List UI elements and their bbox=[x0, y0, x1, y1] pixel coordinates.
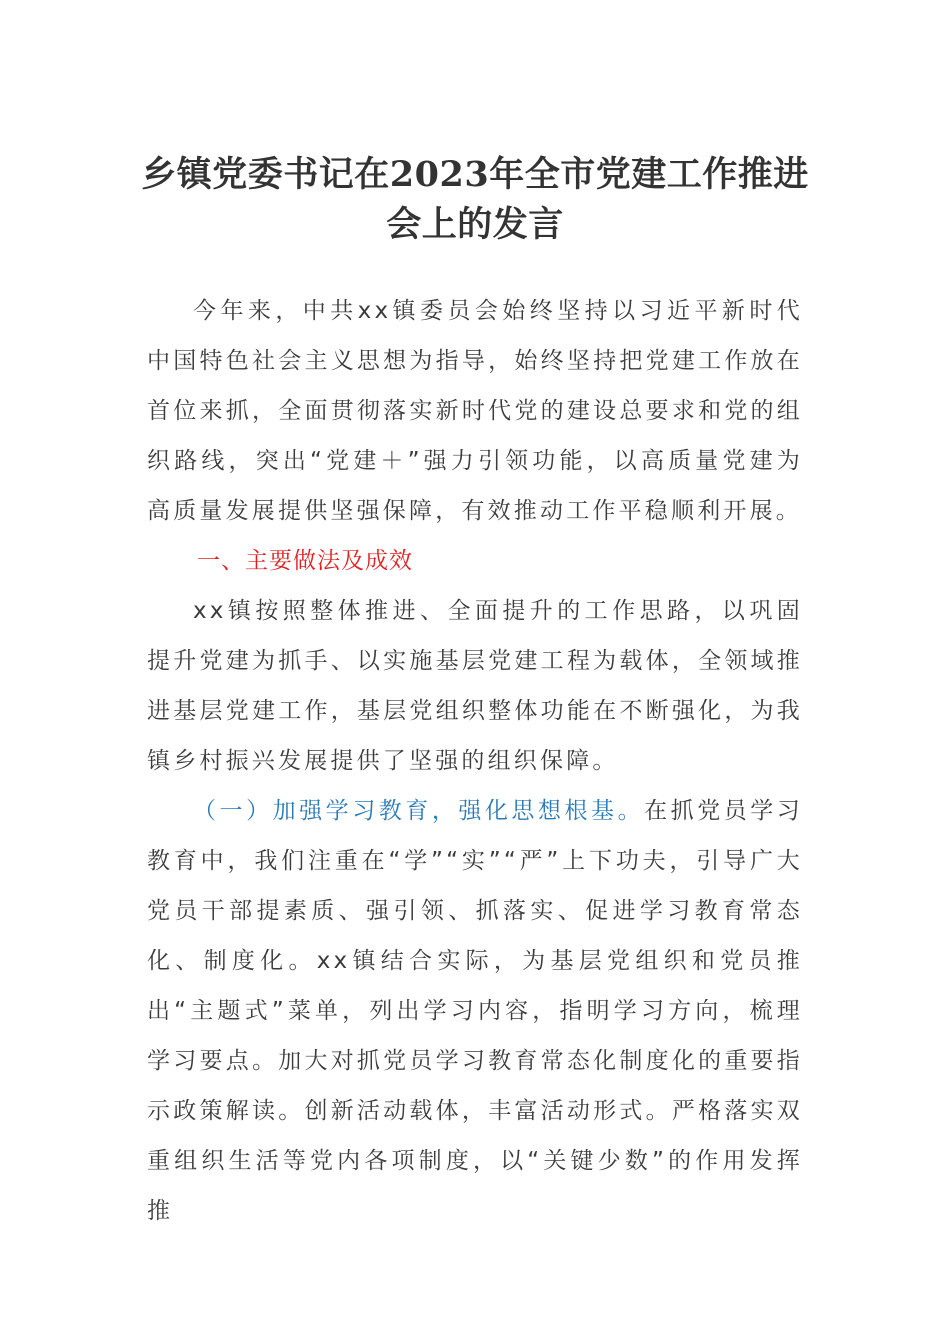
subsection-1-paragraph bbox=[147, 786, 803, 1236]
title-line-1: 乡镇党委书记在2023年全市党建工作推进 bbox=[141, 154, 809, 195]
section-heading-main-practices: 一、主要做法及成效 bbox=[197, 548, 413, 574]
subsection-heading-study-education: （一）加强学习教育，强化思想根基。 bbox=[193, 798, 645, 824]
section-1-paragraph: xx镇按照整体推进、全面提升的工作思路，以巩固提升党建为抓手、以实施基层党建工程为载体，全领域推进基层党建工作，基层党组织整体功能在不断强化，为我镇乡村振兴发展提供了坚强的组织保障。 bbox=[147, 598, 803, 774]
subsection-1-text: 在抓党员学习教育中，我们注重在“学”“实”“严”上下功夫，引导广大党员干部提素质、强引领、抓落实、促进学习教育常态化、制度化。xx镇结合实际，为基层党组织和党员推出“主题式”菜单，列出学习内容，指明学习方向，梳理学习要点。加大对抓党员学习教育常态化制度化的重要指示政策解读。创新活动载体，丰富活动形式。严格落实双重组织生活等党内各项制度，以“关键少数”的作用发挥推 bbox=[147, 798, 804, 1224]
document-title bbox=[100, 150, 850, 250]
document-body bbox=[147, 286, 803, 1236]
intro-paragraph: 今年来，中共xx镇委员会始终坚持以习近平新时代中国特色社会主义思想为指导，始终坚持把党建工作放在首位来抓，全面贯彻落实新时代党的建设总要求和党的组织路线，突出“党建＋”强力引领功能，以高质量党建为高质量发展提供坚强保障，有效推动工作平稳顺利开展。 bbox=[147, 298, 803, 524]
title-line-2: 会上的发言 bbox=[386, 204, 564, 245]
